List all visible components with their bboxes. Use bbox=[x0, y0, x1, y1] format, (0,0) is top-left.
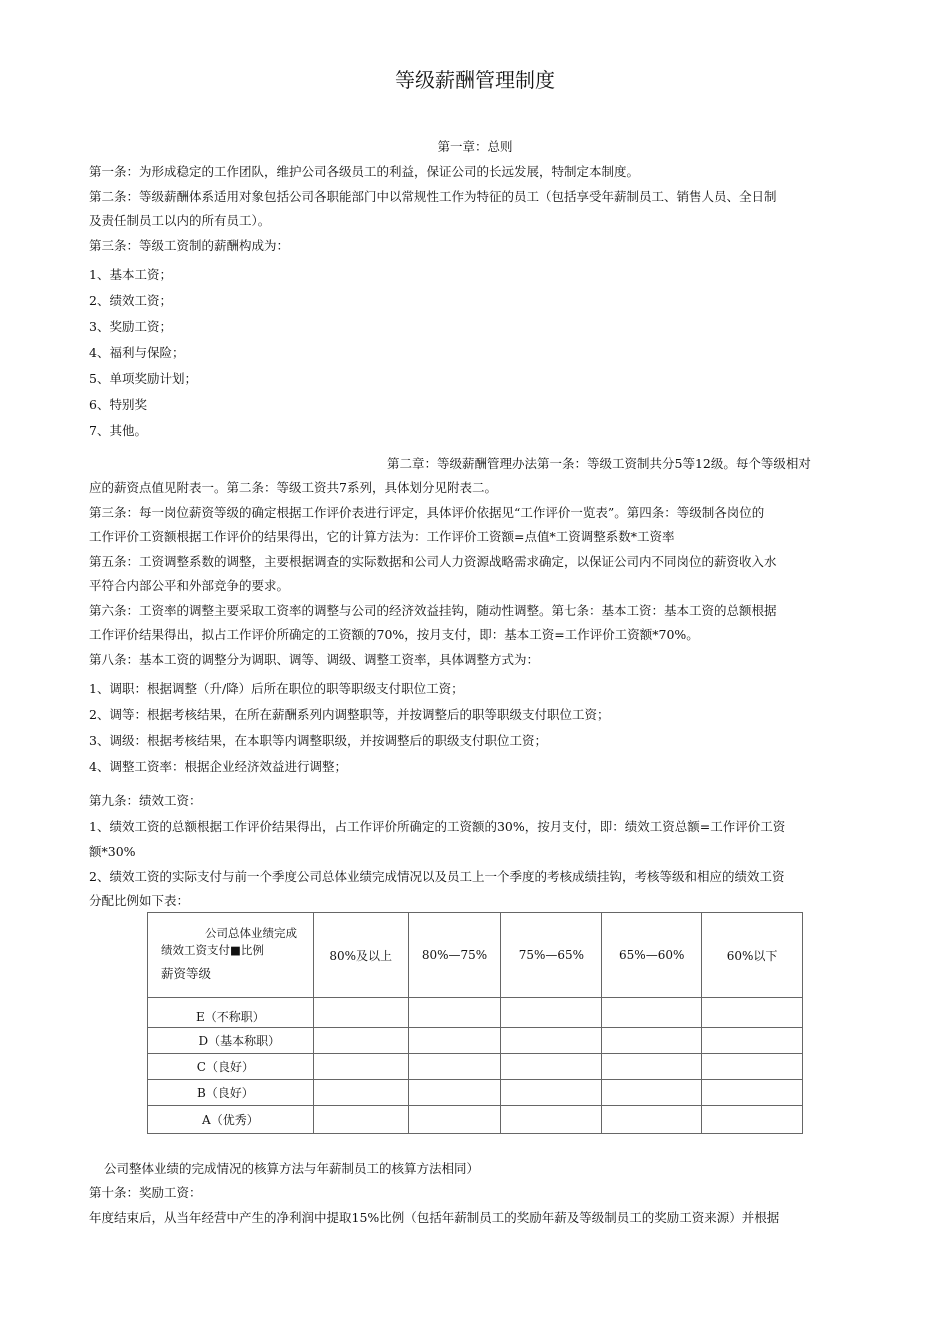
page-title: 等级薪酬管理制度 bbox=[395, 68, 555, 92]
paragraph: 第十条：奖励工资： bbox=[89, 1185, 202, 1200]
list-item: 1、基本工资； bbox=[89, 267, 172, 282]
table-cell bbox=[313, 1028, 408, 1054]
table-row bbox=[148, 1106, 803, 1134]
table-cell bbox=[501, 1028, 602, 1054]
paragraph: 及责任制员工以内的所有员工）。 bbox=[89, 213, 271, 228]
column-header: 80%—75% bbox=[408, 913, 501, 998]
paragraph: 第六条：工资率的调整主要采取工资率的调整与公司的经济效益挂钩，随动性调整。第七条：基本工资：基本工资的总额根据 bbox=[89, 603, 777, 618]
table-cell bbox=[702, 1106, 803, 1134]
paragraph: 第八条：基本工资的调整分为调职、调等、调级、调整工资率，具体调整方式为： bbox=[89, 652, 540, 667]
table-row bbox=[148, 1028, 803, 1054]
list-item: 3、奖励工资； bbox=[89, 319, 172, 334]
paragraph: 第九条：绩效工资： bbox=[89, 793, 202, 808]
list-item: 4、福利与保险； bbox=[89, 345, 185, 360]
row-label: A（优秀） bbox=[148, 1106, 314, 1134]
table-cell bbox=[408, 1080, 501, 1106]
list-item: 2、绩效工资； bbox=[89, 293, 172, 308]
table-cell bbox=[602, 1028, 702, 1054]
table-cell bbox=[501, 1106, 602, 1134]
paragraph: 额*30% bbox=[89, 844, 136, 859]
table-header-row bbox=[148, 913, 803, 998]
table-corner-cell bbox=[148, 913, 314, 998]
paragraph: 第五条：工资调整系数的调整，主要根据调查的实际数据和公司人力资源战略需求确定，以保证公司内不同岗位的薪资收入水 bbox=[89, 554, 777, 569]
table-cell bbox=[501, 998, 602, 1028]
list-item: 5、单项奖励计划； bbox=[89, 371, 197, 386]
paragraph: 应的薪资点值见附表一。第二条：等级工资共7系列，具体划分见附表二。 bbox=[89, 480, 497, 495]
table-cell bbox=[702, 998, 803, 1028]
table-cell bbox=[602, 1054, 702, 1080]
list-item: 7、其他。 bbox=[89, 423, 147, 438]
paragraph: 年度结束后，从当年经营中产生的净利润中提取15%比例（包括年薪制员工的奖励年薪及等级制员工的奖励工资来源）并根据 bbox=[89, 1210, 780, 1225]
row-label: E（不称职） bbox=[148, 998, 314, 1028]
paragraph: 2、绩效工资的实际支付与前一个季度公司总体业绩完成情况以及员工上一个季度的考核成绩挂钩，考核等级和相应的绩效工资 bbox=[89, 869, 785, 884]
table-cell bbox=[702, 1054, 803, 1080]
list-item: 2、调等：根据考核结果，在所在薪酬系列内调整职等，并按调整后的职等职级支付职位工资； bbox=[89, 707, 610, 722]
table-row bbox=[148, 1054, 803, 1080]
paragraph: 第二条：等级薪酬体系适用对象包括公司各职能部门中以常规性工作为特征的员工（包括享受年薪制员工、销售人员、全日制 bbox=[89, 189, 777, 204]
column-header: 80%及以上 bbox=[313, 913, 408, 998]
list-item: 1、调职：根据调整（升/降）后所在职位的职等职级支付职位工资； bbox=[89, 681, 464, 696]
corner-label-top: 公司总体业绩完成 bbox=[205, 926, 297, 940]
list-item: 4、调整工资率：根据企业经济效益进行调整； bbox=[89, 759, 347, 774]
paragraph: 分配比例如下表： bbox=[89, 893, 190, 908]
row-label: C（良好） bbox=[148, 1054, 314, 1080]
corner-label-mid: 绩效工资支付■比例 bbox=[161, 943, 264, 957]
table-cell bbox=[408, 1028, 501, 1054]
table-cell bbox=[313, 1106, 408, 1134]
table-row bbox=[148, 998, 803, 1028]
list-item: 6、特别奖 bbox=[89, 397, 147, 412]
table-cell bbox=[408, 1106, 501, 1134]
paragraph: 第三条：每一岗位薪资等级的确定根据工作评价表进行评定，具体评价依据见“工作评价一览表”。第四条：等级制各岗位的 bbox=[89, 505, 765, 520]
list-item: 3、调级：根据考核结果，在本职等内调整职级，并按调整后的职级支付职位工资； bbox=[89, 733, 547, 748]
column-header: 65%—60% bbox=[602, 913, 702, 998]
table-cell bbox=[313, 1054, 408, 1080]
row-label: D（基本称职） bbox=[148, 1028, 314, 1054]
paragraph: 1、绩效工资的总额根据工作评价结果得出，占工作评价所确定的工资额的30%，按月支付，即：绩效工资总额=工作评价工资 bbox=[89, 819, 786, 834]
row-label: B（良好） bbox=[148, 1080, 314, 1106]
paragraph: 第三条：等级工资制的薪酬构成为： bbox=[89, 238, 290, 253]
table-cell bbox=[501, 1080, 602, 1106]
corner-label-bottom: 薪资等级 bbox=[161, 966, 212, 981]
paragraph: 第二章：等级薪酬管理办法第一条：等级工资制共分5等12级。每个等级相对 bbox=[387, 456, 811, 471]
chapter-heading: 第一章：总则 bbox=[437, 139, 513, 154]
table-cell bbox=[408, 998, 501, 1028]
paragraph: 平符合内部公平和外部竞争的要求。 bbox=[89, 578, 290, 593]
table-cell bbox=[408, 1054, 501, 1080]
table-cell bbox=[602, 998, 702, 1028]
performance-ratio-table bbox=[147, 912, 803, 1134]
table-cell bbox=[313, 998, 408, 1028]
table-cell bbox=[501, 1054, 602, 1080]
table-cell bbox=[702, 1028, 803, 1054]
paragraph: 第一条：为形成稳定的工作团队，维护公司各级员工的利益，保证公司的长远发展，特制定本制度。 bbox=[89, 164, 640, 179]
column-header: 60%以下 bbox=[702, 913, 803, 998]
table-row bbox=[148, 1080, 803, 1106]
column-header: 75%—65% bbox=[501, 913, 602, 998]
table-cell bbox=[602, 1106, 702, 1134]
paragraph: 工作评价工资额根据工作评价的结果得出，它的计算方法为：工作评价工资额=点值*工资调整系数*工资率 bbox=[89, 529, 675, 544]
paragraph: 公司整体业绩的完成情况的核算方法与年薪制员工的核算方法相同） bbox=[104, 1161, 480, 1176]
paragraph: 工作评价结果得出，拟占工作评价所确定的工资额的70%，按月支付，即：基本工资=工作评价工资额*70%。 bbox=[89, 627, 699, 642]
table-cell bbox=[313, 1080, 408, 1106]
table-cell bbox=[602, 1080, 702, 1106]
table-cell bbox=[702, 1080, 803, 1106]
